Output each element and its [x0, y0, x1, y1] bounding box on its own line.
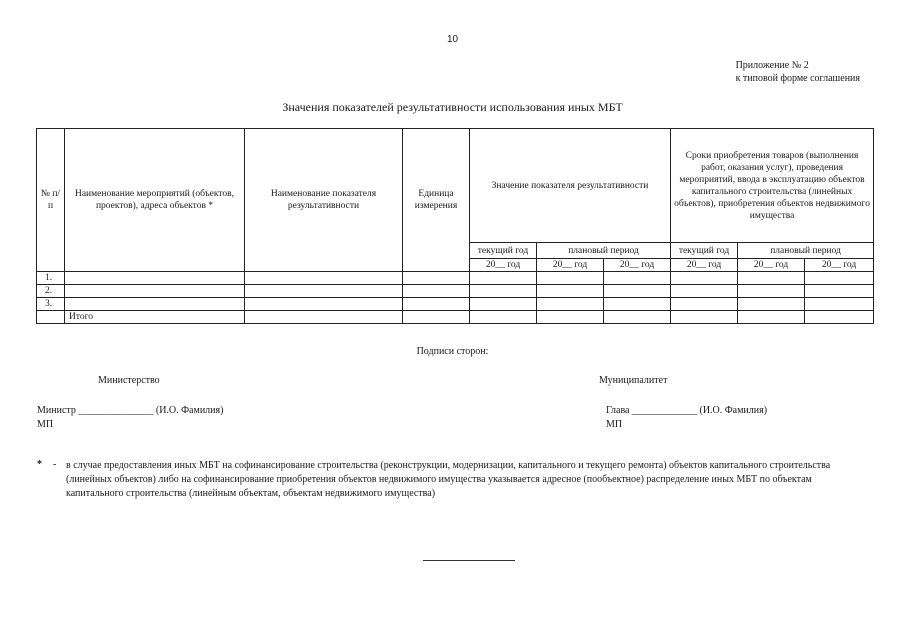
minister-signature-line: Министр _______________ (И.О. Фамилия) — [37, 405, 224, 416]
table-cell[interactable] — [470, 311, 537, 324]
row-number: 2. — [37, 285, 65, 298]
table-cell[interactable] — [604, 311, 671, 324]
table-cell[interactable] — [805, 311, 874, 324]
total-label: Итого — [65, 311, 245, 324]
subheader-plan-period-2: плановый период — [738, 243, 874, 259]
table-cell[interactable] — [537, 298, 604, 311]
row-number: 3. — [37, 298, 65, 311]
left-signature-block — [37, 404, 223, 432]
header-value: Значение показателя результативности — [470, 129, 671, 243]
table-cell[interactable] — [738, 298, 805, 311]
table-cell[interactable] — [403, 285, 470, 298]
year-cell: 20__ год — [805, 259, 874, 272]
table-cell[interactable] — [537, 311, 604, 324]
table-cell[interactable] — [403, 311, 470, 324]
table-cell[interactable] — [738, 285, 805, 298]
table-cell[interactable] — [470, 298, 537, 311]
table-cell[interactable] — [245, 272, 403, 285]
subheader-current-year-2: текущий год — [671, 243, 738, 259]
table-total-row — [37, 311, 874, 324]
table-cell[interactable] — [245, 311, 403, 324]
table-cell[interactable] — [537, 272, 604, 285]
table-cell[interactable] — [604, 272, 671, 285]
document-title: Значения показателей результативности использования иных МБТ — [282, 100, 623, 114]
table-row — [37, 272, 874, 285]
table-cell[interactable] — [671, 298, 738, 311]
header-unit: Единица измерения — [403, 129, 470, 272]
footnote-text: в случае предоставления иных МБТ на софинансирование строительства (реконструкции, модернизации, капитального и текущего ремонта) объектов капитального строительства (линейных объектов) либо на софинансирование приобретения объектов недвижимого имущества указывается адресное (пообъектное) распределение иных МБТ по объектам капитального строительства (линейным объектам, объектам недвижимого имущества) — [66, 460, 831, 499]
indicators-table — [36, 128, 874, 324]
header-num: № п/п — [37, 129, 65, 272]
table-cell[interactable] — [738, 311, 805, 324]
table-cell[interactable] — [805, 298, 874, 311]
right-signature-block — [606, 404, 767, 432]
head-signature-line: Глава _____________ (И.О. Фамилия) — [606, 405, 768, 416]
page-number: 10 — [446, 34, 459, 45]
table-cell[interactable] — [403, 272, 470, 285]
table-cell[interactable] — [604, 285, 671, 298]
table-cell[interactable] — [65, 272, 245, 285]
appendix-line-1: Приложение № 2 — [735, 60, 809, 71]
subheader-plan-period: плановый период — [537, 243, 671, 259]
table-cell[interactable] — [245, 285, 403, 298]
table-header-row — [37, 129, 874, 243]
header-indicator: Наименование показателя результативности — [245, 129, 403, 272]
header-terms: Сроки приобретения товаров (выполнения работ, оказания услуг), проведения мероприятий, ввода в эксплуатацию объектов капитального строительства (линейных объектов), приобретения объектов недвижимого имущества — [671, 129, 874, 243]
footnote-asterisk: * — [37, 459, 42, 470]
signatures-title: Подписи сторон: — [416, 346, 489, 357]
subheader-current-year: текущий год — [470, 243, 537, 259]
table-cell[interactable] — [671, 311, 738, 324]
year-cell: 20__ год — [537, 259, 604, 272]
party-ministry: Министерство — [98, 375, 160, 386]
party-municipality: Муниципалитет — [599, 375, 668, 386]
table-cell — [37, 311, 65, 324]
table-cell[interactable] — [470, 285, 537, 298]
table-cell[interactable] — [65, 298, 245, 311]
appendix-note — [736, 59, 860, 85]
table-cell[interactable] — [805, 285, 874, 298]
appendix-line-2: к типовой форме соглашения — [735, 73, 860, 84]
table-row — [37, 285, 874, 298]
footnote-dash: - — [53, 459, 57, 470]
year-cell: 20__ год — [604, 259, 671, 272]
year-cell: 20__ год — [738, 259, 805, 272]
table-cell[interactable] — [537, 285, 604, 298]
table-cell[interactable] — [65, 285, 245, 298]
table-cell[interactable] — [604, 298, 671, 311]
table-cell[interactable] — [671, 285, 738, 298]
year-cell: 20__ год — [470, 259, 537, 272]
table-row — [37, 298, 874, 311]
header-event: Наименование мероприятий (объектов, проектов), адреса объектов * — [65, 129, 245, 272]
left-seal-label: МП — [37, 419, 54, 430]
right-seal-label: МП — [606, 419, 623, 430]
table-cell[interactable] — [805, 272, 874, 285]
table-cell[interactable] — [403, 298, 470, 311]
table-cell[interactable] — [671, 272, 738, 285]
table-cell[interactable] — [245, 298, 403, 311]
end-divider — [423, 560, 515, 561]
row-number: 1. — [37, 272, 65, 285]
year-cell: 20__ год — [671, 259, 738, 272]
table-cell[interactable] — [470, 272, 537, 285]
table-cell[interactable] — [738, 272, 805, 285]
